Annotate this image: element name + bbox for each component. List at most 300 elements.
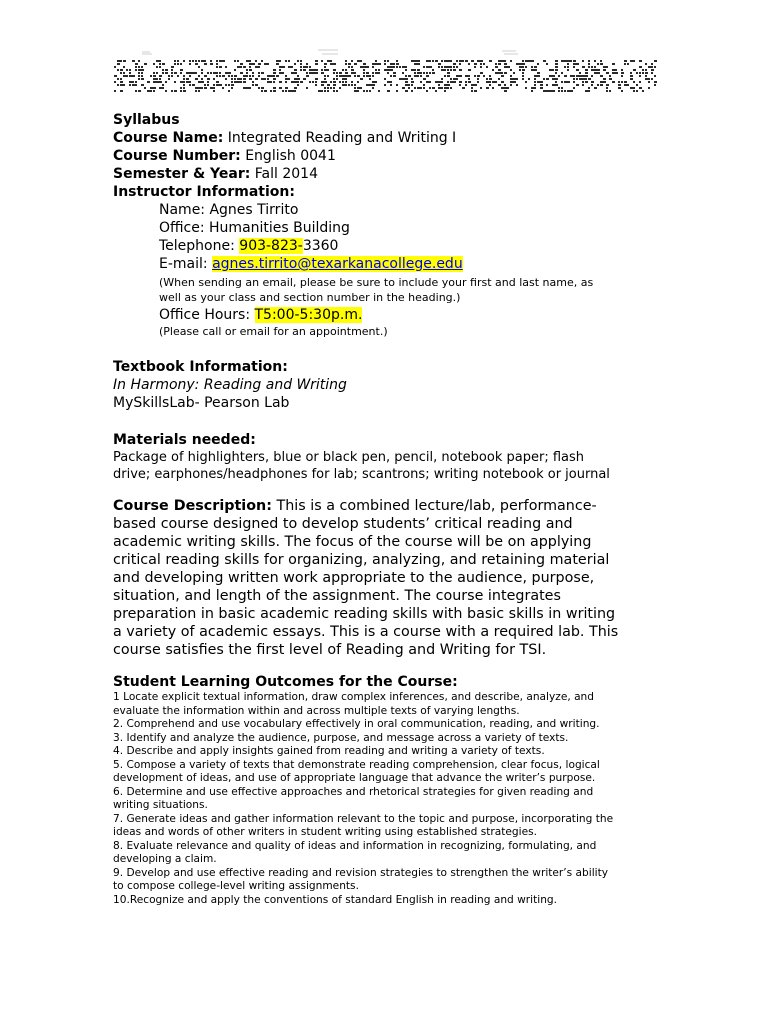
banner-pixel — [210, 87, 213, 89]
banner-pixel — [468, 81, 471, 83]
banner-pixel — [579, 78, 582, 80]
office-hours-note: (Please call or email for an appointment.) — [159, 325, 388, 338]
banner-pixel — [552, 84, 555, 86]
banner-pixel — [450, 66, 452, 68]
banner-pixel — [306, 75, 309, 77]
banner-pixel — [510, 81, 513, 83]
banner-pixel — [522, 72, 524, 74]
banner-pixel — [564, 90, 566, 92]
banner-pixel — [414, 87, 416, 89]
banner-pixel — [201, 72, 203, 74]
banner-pixel — [390, 75, 392, 77]
banner-pixel — [351, 66, 353, 68]
banner-pixel — [378, 63, 381, 65]
banner-pixel — [492, 87, 494, 89]
banner-pixel — [321, 72, 324, 74]
outcome-line: 10.Recognize and apply the conventions of standard English in reading and writing. — [113, 893, 558, 906]
banner-pixel — [621, 72, 624, 74]
banner-pixel — [420, 87, 422, 89]
banner-pixel — [435, 90, 437, 92]
banner-pixel — [366, 90, 368, 92]
banner-pixel — [243, 81, 246, 83]
banner-pixel — [594, 69, 597, 71]
outcome-line: developing a claim. — [113, 853, 217, 865]
description-line: a variety of academic essays. This is a course with a required lab. This — [113, 624, 619, 640]
banner-pixel — [651, 72, 653, 74]
banner-pixel — [120, 69, 123, 71]
banner-pixel — [246, 72, 248, 74]
banner-pixel — [567, 90, 570, 92]
banner-pixel — [420, 75, 422, 77]
banner-pixel — [342, 81, 344, 83]
banner-pixel — [633, 87, 635, 89]
banner-pixel — [372, 75, 374, 77]
banner-pixel — [417, 69, 420, 71]
banner-pixel — [375, 69, 377, 71]
banner-pixel — [420, 72, 422, 74]
banner-pixel — [519, 63, 522, 65]
banner-pixel — [315, 81, 317, 83]
banner-pixel — [588, 78, 591, 80]
banner-pixel — [198, 90, 200, 92]
banner-pixel — [576, 84, 579, 86]
banner-pixel — [369, 84, 372, 86]
banner-pixel — [438, 81, 441, 83]
banner-pixel — [414, 63, 417, 65]
outcomes-list — [113, 691, 658, 907]
banner-pixel — [546, 78, 549, 80]
banner-pixel — [603, 81, 606, 83]
banner-pixel — [501, 72, 503, 74]
banner-pixel — [183, 87, 185, 89]
banner-pixel — [171, 66, 174, 68]
banner-pixel — [444, 69, 446, 71]
banner-pixel — [186, 72, 189, 74]
banner-pixel — [351, 69, 354, 71]
banner-pixel — [573, 78, 575, 80]
banner-pixel — [471, 87, 473, 89]
banner-pixel — [279, 60, 281, 62]
banner-pixel — [390, 84, 392, 86]
banner-pixel — [156, 81, 159, 83]
banner-pixel — [138, 78, 140, 80]
banner-pixel — [624, 84, 627, 86]
banner-pixel — [651, 78, 653, 80]
banner-pixel — [390, 81, 392, 83]
banner-pixel — [324, 63, 327, 65]
banner-pixel — [216, 66, 218, 68]
banner-pixel — [522, 63, 525, 65]
banner-pixel — [405, 75, 407, 77]
banner-pixel — [411, 60, 414, 62]
banner-pixel — [294, 81, 297, 83]
banner-pixel — [240, 63, 243, 65]
banner-pixel — [360, 66, 363, 68]
banner-pixel — [543, 78, 545, 80]
banner-pixel — [384, 63, 386, 65]
banner-pixel — [270, 90, 272, 92]
banner-pixel — [282, 72, 284, 74]
banner-pixel — [444, 60, 447, 62]
banner-pixel — [357, 87, 360, 89]
outcomes-heading: Student Learning Outcomes for the Course: — [113, 674, 458, 690]
banner-pixel — [135, 90, 137, 92]
banner-pixel — [135, 69, 137, 71]
banner-pixel — [129, 69, 131, 71]
banner-pixel — [573, 66, 575, 68]
banner-pixel — [357, 90, 359, 92]
banner-pixel — [411, 90, 413, 92]
banner-pixel — [231, 84, 234, 86]
banner-pixel — [648, 81, 650, 83]
banner-pixel — [276, 60, 279, 62]
banner-pixel — [510, 78, 513, 80]
banner-pixel — [573, 75, 575, 77]
banner-pixel — [510, 60, 512, 62]
banner-pixel — [459, 81, 462, 83]
banner-pixel — [288, 66, 291, 68]
instructor-name: Name: Agnes Tirrito — [159, 202, 299, 218]
banner-pixel — [534, 69, 537, 71]
banner-pixel — [354, 87, 356, 89]
banner-pixel — [231, 75, 233, 77]
banner-pixel — [198, 66, 200, 68]
banner-pixel — [651, 69, 654, 71]
banner-pixel — [549, 75, 552, 77]
banner-pixel — [315, 69, 318, 71]
instructor-block — [159, 201, 658, 339]
banner-pixel — [570, 90, 573, 92]
banner-pixel — [327, 69, 329, 71]
banner-pixel — [333, 90, 335, 92]
banner-pixel — [576, 78, 578, 80]
banner-pixel — [564, 66, 566, 68]
banner-pixel — [339, 75, 342, 77]
banner-pixel — [450, 78, 452, 80]
banner-pixel — [159, 66, 161, 68]
banner-pixel — [243, 66, 246, 68]
banner-pixel — [447, 60, 450, 62]
banner-pixel — [498, 60, 501, 62]
banner-pixel — [654, 81, 657, 83]
banner-pixel — [426, 90, 428, 92]
banner-pixel — [333, 69, 336, 71]
banner-pixel — [207, 84, 209, 86]
banner-pixel — [183, 90, 186, 92]
banner-pixel — [222, 87, 224, 89]
banner-pixel — [201, 87, 203, 89]
banner-pixel — [345, 63, 347, 65]
banner-pixel — [363, 75, 365, 77]
banner-pixel — [417, 87, 420, 89]
banner-pixel — [618, 81, 620, 83]
banner-pixel — [561, 72, 563, 74]
banner-pixel — [120, 72, 122, 74]
banner-pixel — [573, 63, 576, 65]
banner-pixel — [198, 75, 200, 77]
banner-pixel — [150, 90, 152, 92]
banner-pixel — [555, 63, 558, 65]
banner-pixel — [351, 72, 354, 74]
banner-pixel — [177, 60, 179, 62]
banner-pixel — [321, 69, 323, 71]
banner-pixel — [483, 75, 485, 77]
banner-pixel — [255, 60, 257, 62]
banner-pixel — [147, 81, 150, 83]
banner-pixel — [579, 75, 582, 77]
banner-pixel — [510, 69, 512, 71]
banner-pixel — [573, 87, 575, 89]
banner-pixel — [213, 78, 215, 80]
banner-pixel — [333, 87, 335, 89]
banner-pixel — [252, 84, 254, 86]
banner-pixel — [273, 72, 276, 74]
banner-pixel — [606, 90, 608, 92]
textbook-lab: MySkillsLab- Pearson Lab — [113, 395, 290, 411]
banner-pixel — [444, 84, 447, 86]
description-label: Course Description: — [113, 498, 272, 514]
banner-pixel — [360, 60, 362, 62]
description-line: academic writing skills. The focus of the course will be on applying — [113, 534, 592, 550]
banner-pixel — [309, 69, 312, 71]
banner-pixel — [189, 60, 191, 62]
banner-pixel — [489, 78, 492, 80]
banner-pixel — [327, 90, 329, 92]
banner-pixel — [582, 66, 585, 68]
banner-pixel — [213, 90, 215, 92]
banner-pixel — [297, 60, 299, 62]
banner-pixel — [201, 81, 204, 83]
banner-pixel — [180, 81, 183, 83]
telephone-rest: 3360 — [302, 238, 339, 254]
banner-pixel — [393, 75, 396, 77]
banner-pixel — [354, 72, 356, 74]
banner-pixel — [339, 81, 341, 83]
banner-pixel — [186, 81, 189, 83]
banner-pixel — [303, 66, 306, 68]
banner-pixel — [612, 72, 615, 74]
banner-pixel — [222, 75, 225, 77]
banner-pixel — [618, 87, 621, 89]
banner-pixel — [534, 78, 536, 80]
banner-pixel — [510, 84, 512, 86]
banner-pixel — [345, 75, 348, 77]
banner-pixel — [294, 63, 296, 65]
banner-pixel — [411, 78, 413, 80]
banner-pixel — [159, 63, 161, 65]
banner-pixel — [567, 81, 570, 83]
banner-pixel — [345, 78, 347, 80]
banner-pixel — [405, 84, 408, 86]
banner-pixel — [573, 60, 576, 62]
banner-pixel — [297, 81, 299, 83]
banner-pixel — [306, 66, 308, 68]
banner-pixel — [354, 84, 356, 86]
banner-pixel — [627, 84, 629, 86]
banner-pixel — [426, 60, 429, 62]
banner-pixel — [141, 72, 143, 74]
banner-pixel — [366, 75, 369, 77]
banner-pixel — [522, 60, 524, 62]
banner-pixel — [447, 75, 450, 77]
banner-pixel — [654, 84, 656, 86]
banner-pixel — [249, 78, 252, 80]
banner-pixel — [501, 81, 504, 83]
banner-pixel — [402, 87, 405, 89]
banner-pixel — [279, 66, 282, 68]
banner-pixel — [219, 84, 222, 86]
banner-pixel — [285, 81, 287, 83]
banner-pixel — [633, 69, 636, 71]
outcome-line: development of ideas, and use of appropriate language that advance the writer’s purpose. — [113, 772, 596, 784]
banner-pixel — [540, 81, 543, 83]
banner-pixel — [414, 75, 417, 77]
banner-pixel — [651, 66, 653, 68]
course-name-value: Integrated Reading and Writing I — [223, 130, 457, 146]
banner-pixel — [351, 84, 353, 86]
banner-pixel — [570, 60, 572, 62]
banner-pixel — [558, 90, 560, 92]
banner-pixel — [633, 60, 635, 62]
banner-pixel — [324, 66, 326, 68]
banner-pixel — [252, 72, 254, 74]
banner-pixel — [240, 81, 242, 83]
materials-line1: Package of highlighters, blue or black pen, pencil, notebook paper; flash — [113, 450, 584, 465]
banner-pixel — [495, 63, 497, 65]
banner-pixel — [582, 78, 585, 80]
banner-pixel — [450, 87, 452, 89]
banner-pixel — [591, 66, 593, 68]
banner-pixel — [612, 81, 615, 83]
banner-pixel — [279, 69, 281, 71]
banner-pixel — [456, 60, 458, 62]
banner-pixel — [546, 90, 549, 92]
banner-pixel — [120, 78, 122, 80]
banner-pixel — [237, 60, 239, 62]
banner-pixel — [615, 69, 617, 71]
banner-pixel — [285, 87, 288, 89]
banner-pixel — [561, 81, 563, 83]
banner-pixel — [444, 75, 446, 77]
banner-pixel — [273, 75, 275, 77]
banner-pixel — [507, 66, 510, 68]
outcome-line: 4. Describe and apply insights gained from reading and writing a variety of texts. — [113, 745, 545, 757]
banner-pixel — [462, 60, 464, 62]
banner-pixel — [447, 72, 450, 74]
banner-pixel — [324, 69, 327, 71]
banner-pixel — [531, 69, 534, 71]
banner-pixel — [174, 90, 177, 92]
banner-pixel — [531, 90, 533, 92]
banner-pixel — [561, 87, 563, 89]
banner-pixel — [252, 63, 255, 65]
banner-pixel — [306, 63, 308, 65]
banner-pixel — [576, 69, 579, 71]
banner-pixel — [369, 75, 371, 77]
outcome-line: 8. Evaluate relevance and quality of ideas and information in recognizing, formulating, and — [113, 839, 597, 852]
banner-pixel — [246, 60, 249, 62]
banner-pixel — [234, 81, 237, 83]
banner-pixel — [504, 63, 507, 65]
banner-pixel — [630, 72, 632, 74]
banner-pixel — [126, 69, 128, 71]
banner-pixel — [372, 84, 375, 86]
banner-pixel — [369, 90, 371, 92]
banner-pixel — [471, 84, 474, 86]
banner-pixel — [498, 78, 500, 80]
banner-pixel — [246, 69, 248, 71]
banner-pixel — [210, 72, 212, 74]
description-line: Course Description: This is a combined lecture/lab, performance- — [113, 498, 597, 514]
email-link[interactable]: agnes.tirrito@texarkanacollege.edu — [212, 256, 463, 272]
banner-pixel — [258, 72, 260, 74]
banner-pixel — [564, 81, 567, 83]
banner-pixel — [324, 78, 326, 80]
banner-pixel — [117, 63, 120, 65]
banner-pixel — [591, 75, 593, 77]
banner-pixel — [588, 87, 590, 89]
banner-pixel — [267, 81, 270, 83]
banner-pixel — [177, 63, 179, 65]
banner-pixel — [249, 75, 251, 77]
banner-pixel — [633, 81, 635, 83]
banner-pixel — [327, 60, 330, 62]
banner-pixel — [468, 78, 470, 80]
banner-pixel — [180, 90, 182, 92]
banner-pixel — [552, 78, 555, 80]
banner-pixel — [192, 84, 195, 86]
banner-pixel — [585, 75, 588, 77]
banner-pixel — [438, 66, 440, 68]
outcome-line: evaluate the information within and across multiple texts of varying lengths. — [113, 704, 520, 717]
banner-pixel — [225, 72, 228, 74]
banner-pixel — [327, 75, 329, 77]
banner-pixel — [606, 87, 608, 89]
email-note — [159, 275, 658, 305]
banner-pixel — [606, 72, 609, 74]
banner-pixel — [648, 66, 651, 68]
banner-pixel — [138, 69, 141, 71]
banner-pixel — [459, 84, 461, 86]
banner-pixel — [594, 66, 596, 68]
banner-pixel — [345, 69, 347, 71]
banner-pixel — [453, 78, 456, 80]
banner-pixel — [519, 66, 522, 68]
banner-pixel — [276, 75, 279, 77]
banner-pixel — [198, 87, 201, 89]
banner-pixel — [561, 90, 563, 92]
banner-pixel — [501, 75, 504, 77]
banner-pixel — [291, 72, 294, 74]
banner-pixel — [321, 84, 324, 86]
banner-pixel — [351, 60, 353, 62]
banner-pixel — [621, 69, 623, 71]
banner-pixel — [300, 81, 303, 83]
banner-pixel — [348, 84, 350, 86]
banner-pixel — [141, 66, 143, 68]
banner-pixel — [411, 84, 413, 86]
banner-pixel — [219, 75, 221, 77]
banner-pixel — [462, 87, 465, 89]
banner-pixel — [258, 66, 260, 68]
banner-pixel — [486, 87, 489, 89]
banner-pixel — [630, 60, 633, 62]
banner-pixel — [123, 66, 125, 68]
syllabus-title: Syllabus — [113, 112, 180, 128]
banner-pixel — [267, 75, 270, 77]
banner-pixel — [378, 90, 380, 92]
banner-pixel — [636, 90, 638, 92]
